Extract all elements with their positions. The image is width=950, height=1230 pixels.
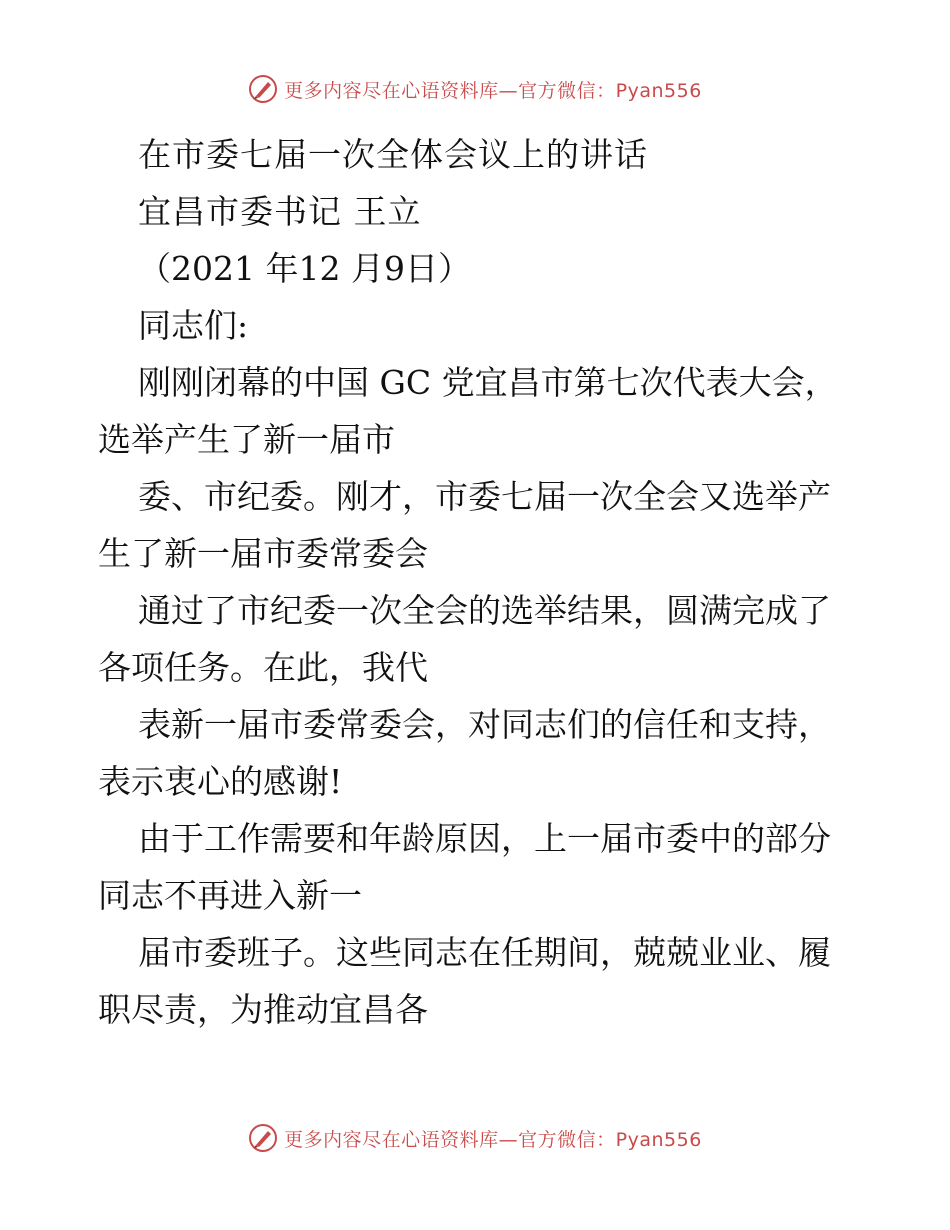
paragraph-line: 届市委班子。这些同志在任期间，兢兢业业、履: [138, 933, 831, 972]
paragraph-line: 表示衷心的感谢!: [98, 762, 343, 801]
paragraph-line: 刚刚闭幕的中国 GC 党宜昌市第七次代表大会，: [138, 363, 838, 402]
paragraph-line: 委、市纪委。刚才，市委七届一次全会又选举产: [138, 477, 831, 516]
paragraph-line: 生了新一届市委常委会: [98, 534, 428, 573]
speaker-line: 宜昌市委书记 王立: [138, 192, 422, 231]
document-body: [98, 126, 858, 1038]
footer-watermark: [0, 1123, 950, 1153]
pen-logo-icon: [248, 74, 278, 104]
watermark-text: 更多内容尽在心语资料库—官方微信：Pyan556: [284, 1128, 702, 1151]
salutation: 同志们:: [138, 306, 249, 345]
date-line: （2021 年12 月9日）: [138, 249, 471, 288]
watermark-text: 更多内容尽在心语资料库—官方微信：Pyan556: [284, 79, 702, 102]
paragraph-line: 各项任务。在此，我代: [98, 648, 428, 687]
paragraph-line: 选举产生了新一届市: [98, 420, 395, 459]
paragraph-line: 职尽责，为推动宜昌各: [98, 990, 428, 1029]
speech-title: 在市委七届一次全体会议上的讲话: [138, 135, 648, 174]
paragraph-line: 由于工作需要和年龄原因，上一届市委中的部分: [138, 819, 831, 858]
header-watermark: [0, 74, 950, 104]
pen-logo-icon: [248, 1123, 278, 1153]
paragraph-line: 通过了市纪委一次全会的选举结果，圆满完成了: [138, 591, 831, 630]
paragraph-line: 表新一届市委常委会，对同志们的信任和支持，: [138, 705, 831, 744]
paragraph-line: 同志不再进入新一: [98, 876, 362, 915]
